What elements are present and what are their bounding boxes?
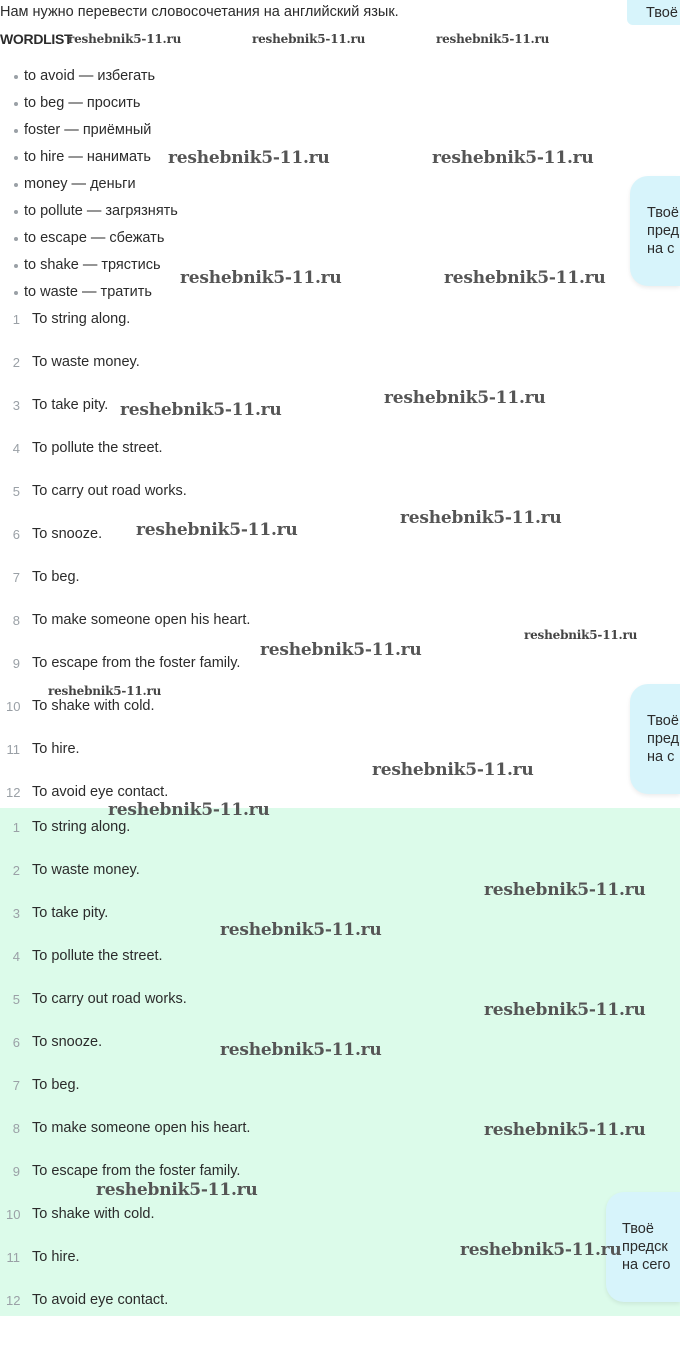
item-text: To escape from the foster family. — [32, 655, 241, 671]
wordlist-item: to pollute — загрязнять — [14, 201, 178, 228]
exercise-item — [0, 696, 615, 739]
item-number: 1 — [12, 312, 20, 327]
item-text: To beg. — [32, 1077, 80, 1093]
item-number: 12 — [6, 1293, 21, 1308]
item-number: 2 — [12, 863, 20, 878]
item-text: To waste money. — [32, 862, 140, 878]
exercise-item — [0, 524, 615, 567]
wordlist-item: foster — приёмный — [14, 120, 178, 147]
watermark: reshebnik5-11.ru — [260, 640, 422, 660]
item-text: To take pity. — [32, 397, 109, 413]
item-text: To snooze. — [32, 526, 103, 542]
item-number: 1 — [12, 820, 20, 835]
item-number: 10 — [6, 699, 21, 714]
bullet-icon — [14, 183, 18, 187]
bullet-icon — [14, 156, 18, 160]
watermark: reshebnik5-11.ru — [400, 508, 562, 528]
item-number: 6 — [12, 527, 20, 542]
item-text: To hire. — [32, 1249, 80, 1265]
wordlist-item: to avoid — избегать — [14, 66, 178, 93]
item-number: 9 — [12, 1164, 20, 1179]
item-text: To string along. — [32, 311, 131, 327]
watermark: reshebnik5-11.ru — [180, 268, 342, 288]
watermark: reshebnik5-11.ru — [48, 684, 162, 698]
watermark: reshebnik5-11.ru — [120, 400, 282, 420]
wordlist-item: to hire — нанимать — [14, 147, 178, 174]
item-text: To pollute the street. — [32, 948, 163, 964]
watermark: reshebnik5-11.ru — [484, 880, 646, 900]
item-text: To take pity. — [32, 905, 109, 921]
answer-item — [0, 817, 615, 860]
item-text: To carry out road works. — [32, 483, 187, 499]
bullet-icon — [14, 129, 18, 133]
wordlist-item: to waste — тратить — [14, 282, 178, 309]
bullet-icon — [14, 264, 18, 268]
item-number: 5 — [12, 484, 20, 499]
watermark: reshebnik5-11.ru — [384, 388, 546, 408]
answer-item — [0, 1075, 615, 1118]
wordlist-item: money — деньги — [14, 174, 178, 201]
prediction-bubble[interactable]: Твоё предск на сего — [606, 1192, 680, 1302]
answer-item — [0, 1161, 615, 1204]
item-text: To make someone open his heart. — [32, 1120, 251, 1136]
watermark: reshebnik5-11.ru — [432, 148, 594, 168]
wordlist-item: to beg — просить — [14, 93, 178, 120]
item-text: To avoid eye contact. — [32, 1292, 169, 1308]
watermark: reshebnik5-11.ru — [108, 800, 270, 820]
exercise-item — [0, 567, 615, 610]
watermark: reshebnik5-11.ru — [460, 1240, 622, 1260]
watermark: reshebnik5-11.ru — [136, 520, 298, 540]
watermark: reshebnik5-11.ru — [220, 920, 382, 940]
bullet-icon — [14, 75, 18, 79]
exercise-item — [0, 438, 615, 481]
item-number: 7 — [12, 1078, 20, 1093]
exercise-list — [0, 309, 615, 825]
item-number: 3 — [12, 906, 20, 921]
item-number: 5 — [12, 992, 20, 1007]
item-number: 8 — [12, 613, 20, 628]
watermark: reshebnik5-11.ru — [372, 760, 534, 780]
task-instruction: Нам нужно перевести словосочетания на английский язык. — [0, 4, 399, 20]
item-text: To pollute the street. — [32, 440, 163, 456]
item-text: To escape from the foster family. — [32, 1163, 241, 1179]
watermark: reshebnik5-11.ru — [484, 1000, 646, 1020]
item-number: 11 — [6, 742, 20, 757]
bullet-icon — [14, 210, 18, 214]
item-text: To shake with cold. — [32, 698, 155, 714]
item-number: 4 — [12, 441, 20, 456]
exercise-item — [0, 309, 615, 352]
item-text: To avoid eye contact. — [32, 784, 169, 800]
item-text: To make someone open his heart. — [32, 612, 251, 628]
item-number: 6 — [12, 1035, 20, 1050]
wordlist-item: to shake — трястись — [14, 255, 178, 282]
item-number: 3 — [12, 398, 20, 413]
watermark: reshebnik5-11.ru — [524, 628, 638, 642]
wordlist-item: to escape — сбежать — [14, 228, 178, 255]
item-text: To carry out road works. — [32, 991, 187, 1007]
item-number: 4 — [12, 949, 20, 964]
watermark: reshebnik5-11.ru — [220, 1040, 382, 1060]
prediction-bubble[interactable]: Твоё пред на с — [630, 684, 680, 794]
item-text: To waste money. — [32, 354, 140, 370]
wordlist — [14, 66, 178, 309]
item-number: 11 — [6, 1250, 20, 1265]
bullet-icon — [14, 291, 18, 295]
item-text: To beg. — [32, 569, 80, 585]
wordlist-label: WORDLIST — [0, 31, 73, 47]
watermark: reshebnik5-11.ru — [444, 268, 606, 288]
watermark: reshebnik5-11.ru — [68, 32, 182, 46]
item-number: 2 — [12, 355, 20, 370]
item-number: 10 — [6, 1207, 21, 1222]
item-number: 12 — [6, 785, 21, 800]
watermark: reshebnik5-11.ru — [484, 1120, 646, 1140]
answer-item — [0, 946, 615, 989]
prediction-bubble[interactable]: Твоё пред на с — [630, 176, 680, 286]
item-text: To string along. — [32, 819, 131, 835]
bullet-icon — [14, 102, 18, 106]
item-text: To snooze. — [32, 1034, 103, 1050]
item-number: 9 — [12, 656, 20, 671]
watermark: reshebnik5-11.ru — [436, 32, 550, 46]
item-number: 7 — [12, 570, 20, 585]
watermark: reshebnik5-11.ru — [168, 148, 330, 168]
prediction-bubble[interactable]: Твоё — [627, 0, 680, 25]
watermark: reshebnik5-11.ru — [252, 32, 366, 46]
item-text: To hire. — [32, 741, 80, 757]
watermark: reshebnik5-11.ru — [96, 1180, 258, 1200]
bullet-icon — [14, 237, 18, 241]
answer-item — [0, 1290, 615, 1333]
item-text: To shake with cold. — [32, 1206, 155, 1222]
item-number: 8 — [12, 1121, 20, 1136]
